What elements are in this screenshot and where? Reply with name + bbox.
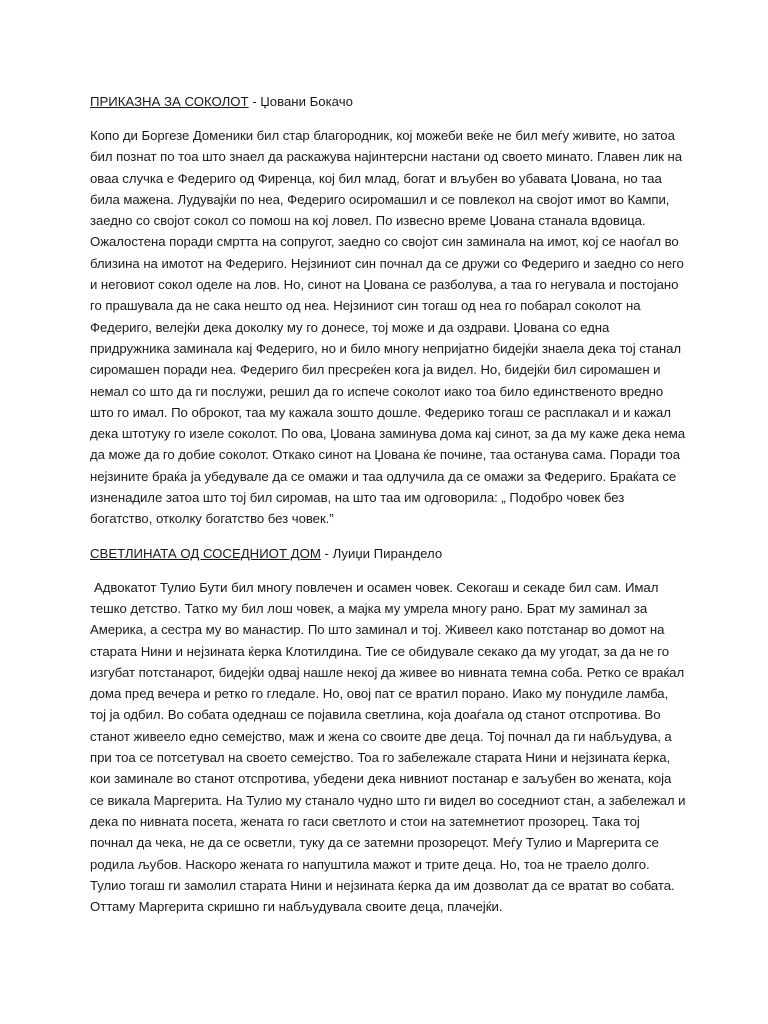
story2-heading — [90, 544, 686, 564]
story2-title: СВЕТЛИНАТА ОД СОСЕДНИОТ ДОМ — [90, 545, 321, 561]
story1-separator: - — [248, 94, 261, 109]
story2-author: Луиџи Пирандело — [332, 545, 443, 561]
story2-paragraph: Адвокатот Тулио Бути бил многу повлечен и осамен човек. Секогаш и секаде бил сам. Имал тешко детство. Татко му бил лош човек, а мајка му умрела многу рано. Брат му заминал за Америка, а сестра му во манастир. По што заминал и тој. Живеел како потстанар во домот на старата Нини и нејзината ќерка Клотилдина. Тие се обидувале секако да му угодат, за да не го изгубат потстанарот, бидејќи одвај нашле некој да живее во нивната темна соба. Ретко се враќал дома пред вечера и ретко го гледале. Но, овој пат се вратил порано. Иако му понудиле ламба, тој ја одбил. Во собата одеднаш се појавила светлина, која доаѓала од станот отспротива. Во станот живеело едно семејство, маж и жена со своите две деца. Тој почнал да ги набљудува, а при тоа се потсетувал на своето семејство. Тоа го забележале старата Нини и нејзината ќерка, кои заминале во станот отспротива, убедени дека нивниот постанар е заљубен во жената, која се викала Маргерита. На Тулио му станало чудно што ги видел во соседниот стан, а забележал и дека по нивната посета, жената го гаси светлото и стои на затемнетиот прозорец. Така тој почнал да чека, не да се осветли, туку да се затемни прозорецот. Меѓу Тулио и Маргерита се родила љубов. Наскоро жената го напуштила мажот и трите деца. Но, тоа не траело долго. Тулио тогаш ги замолил старата Нини и нејзината ќерка да им дозволат да се вратат во собата. Оттаму Маргерита скришно ги набљудувала своите деца, плачејќи. — [90, 579, 686, 915]
story1-paragraph: Копо ди Боргезе Доменики бил стар благородник, кој можеби веќе не бил меѓу живите, но затоа бил познат по тоа што знаел да раскажува најинтерсни настани од своето минато. Главен лик на оваа случка е Федериго од Фиренца, кој бил млад, богат и вљубен во убавата Џована, но таа била мажена. Лудувајќи по неа, Федериго осиромашил и се повлекол на својот имот во Кампи, заедно со својот сокол со помош на кој ловел. По извесно време Џована станала вдовица. Ожалостена поради смртта на сопругот, заедно со својот син заминала на имот, кој се наоѓал во близина на имотот на Федериго. Нејзиниот син почнал да се дружи со Федериго и заедно со него и неговиот сокол оделе на лов. Но, синот на Џована се разболува, а таа го негувала и постојано го прашувала да не сака нешто од неа. Нејзиниот син тогаш од неа го побарал соколот на Федериго, велејќи дека доколку му го донесе, тој може и да оздрави. Џована со една придружника заминала кај Федериго, но и било многу непријатно бидејќи знаела дека тој станал сиромашен поради неа. Федериго бил пресреќен кога ја видел. Но, бидејќи бил сиромашен и немал со што да ги послужи, решил да го испече соколот иако тоа било единственото вредно што го имал. По оброкот, таа му кажала зошто дошле. Федерико тогаш се расплакал и и кажал дека штотуку го изеле соколот. По ова, Џована заминува дома кај синот, за да му каже дека нема да може да го добие соколот. Откако синот на Џована ќе почине, таа останува сама. Поради тоа нејзините браќа ја убедувале да се омажи и таа одлучила да се омажи за Федериго. Браќата се изненадиле затоа што тој бил сиромав, на што таа им одговорила: „ Подобро човек без богатство, отколку богатство без човек.” — [90, 128, 686, 527]
story1-author: Џовани Бокачо — [260, 94, 353, 109]
story1-heading — [90, 92, 686, 112]
story1-title: ПРИКАЗНА ЗА СОКОЛОТ — [90, 94, 249, 109]
story2-separator: - — [320, 545, 333, 561]
document-page — [90, 92, 686, 931]
